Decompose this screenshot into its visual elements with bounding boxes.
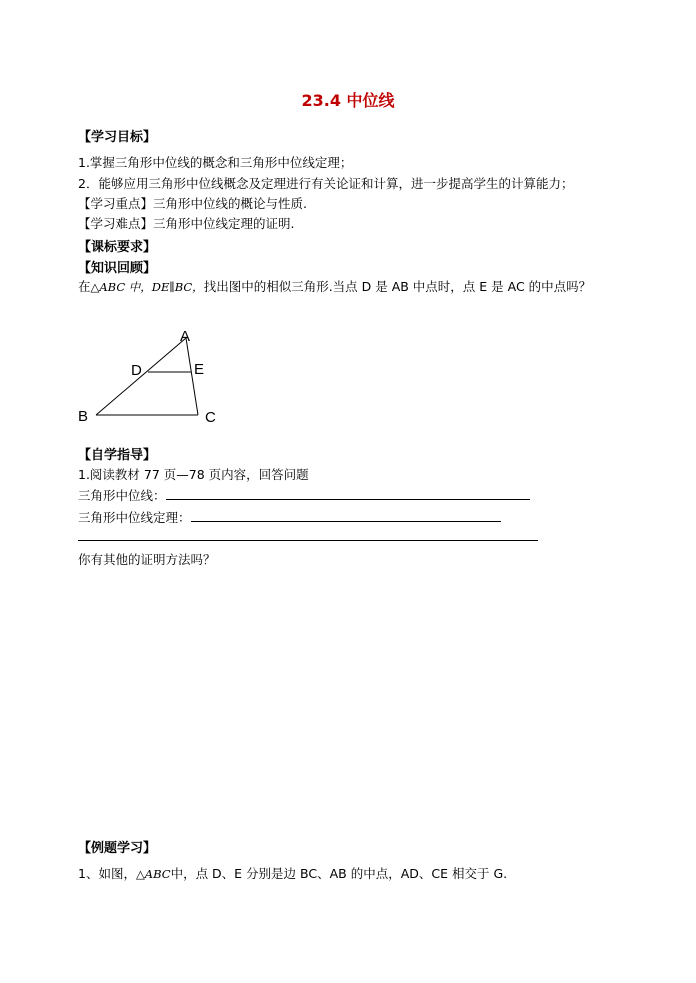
midline-label: 三角形中位线：: [78, 488, 166, 503]
triangle-figure: [70, 322, 230, 430]
example-math: △ABC: [135, 867, 171, 881]
difficulty-label: 【学习难点】: [78, 216, 154, 231]
self-study-1: 1.阅读教材 77 页—78 页内容，回答问题: [78, 467, 309, 482]
objectives-heading: 【学习目标】: [78, 130, 157, 145]
objective-1: 1.掌握三角形中位线的概念和三角形中位线定理；: [78, 155, 353, 170]
key-point-line: [78, 194, 307, 212]
example-heading: 【例题学习】: [78, 841, 157, 856]
review-math: △ABC 中，DE∥BC，: [90, 280, 204, 294]
label-b: B: [78, 408, 89, 425]
objective-2: 2．能够应用三角形中位线概念及定理进行有关论证和计算，进一步提高学生的计算能力；: [78, 176, 574, 191]
self-study-heading: 【自学指导】: [78, 448, 157, 463]
label-d: D: [131, 362, 142, 379]
label-c: C: [205, 409, 216, 426]
key-point-text: 三角形中位线的概论与性质.: [153, 196, 307, 211]
review-question: [78, 277, 591, 295]
other-proof-question: 你有其他的证明方法吗？: [78, 552, 216, 567]
theorem-continuation-line: [78, 528, 538, 544]
midline-line: [78, 486, 530, 504]
example-1: [78, 864, 507, 882]
key-point-label: 【学习重点】: [78, 196, 154, 211]
difficulty-line: [78, 214, 295, 232]
theorem-answer-blank[interactable]: [191, 509, 501, 522]
difficulty-text: 三角形中位线定理的证明.: [153, 216, 295, 231]
midline-answer-blank[interactable]: [166, 487, 530, 500]
theorem-answer-blank-2[interactable]: [78, 528, 538, 541]
example-rest: 中，点 D、E 分别是边 BC、AB 的中点，AD、CE 相交于 G.: [170, 866, 508, 881]
label-e: E: [194, 361, 205, 378]
theorem-label: 三角形中位线定理：: [78, 510, 191, 525]
theorem-line: [78, 508, 501, 526]
curriculum-heading: 【课标要求】: [78, 240, 157, 255]
label-a: A: [180, 328, 191, 345]
review-prefix: 在: [78, 279, 91, 294]
page-title: 23.4 中位线: [301, 91, 395, 110]
review-heading: 【知识回顾】: [78, 261, 157, 276]
review-rest: 找出图中的相似三角形.当点 D 是 AB 中点时，点 E 是 AC 的中点吗？: [203, 279, 592, 294]
example-prefix: 1、如图，: [78, 866, 136, 881]
